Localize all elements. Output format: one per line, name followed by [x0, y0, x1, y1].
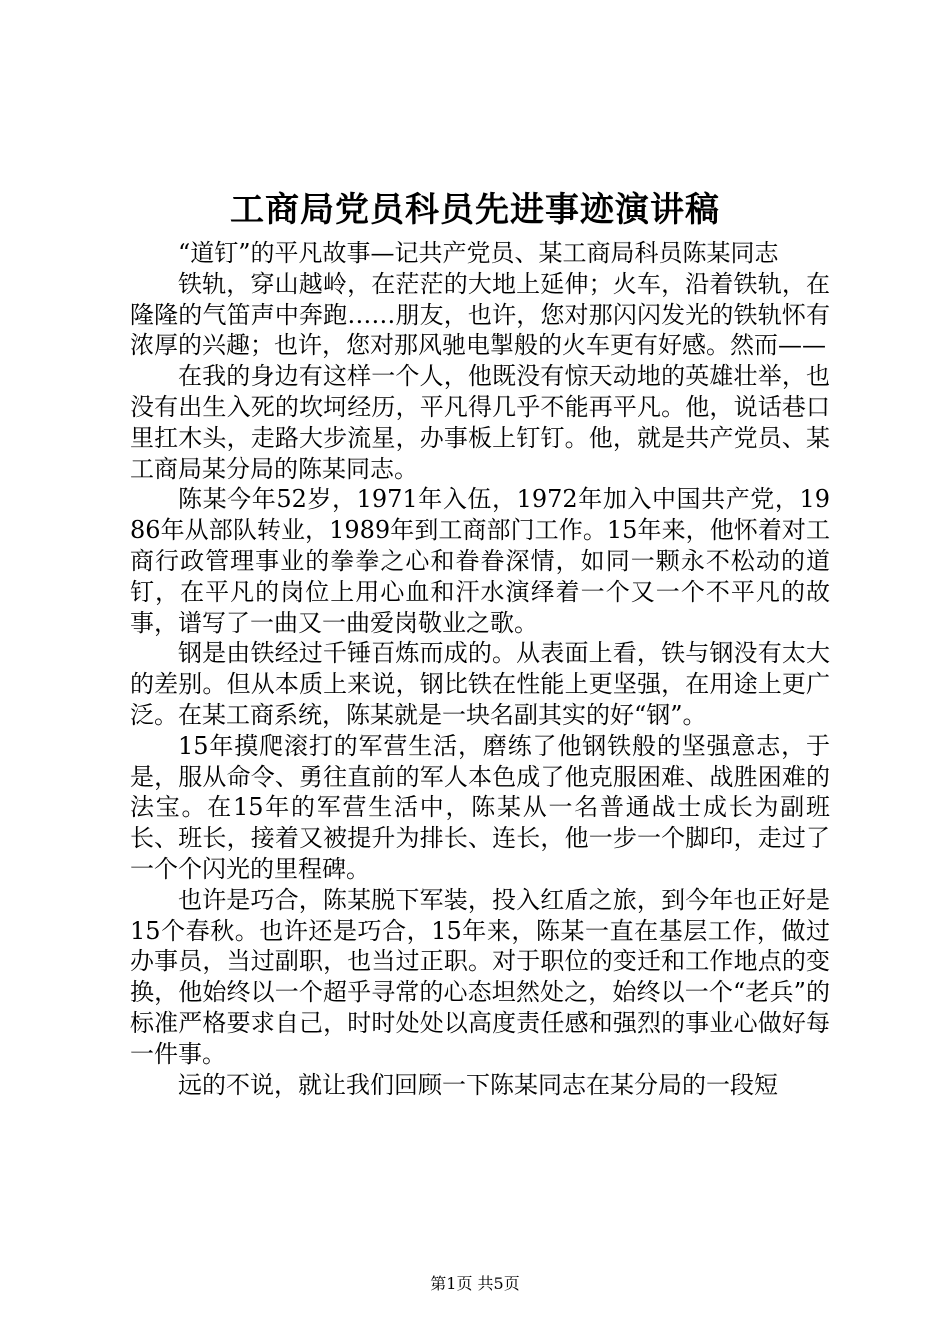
page-number-footer: 第1页 共5页 [430, 1274, 520, 1293]
paragraph-2: 在我的身边有这样一个人，他既没有惊天动地的英雄壮举，也没有出生入死的坎坷经历，平凡得几乎不能再平凡。他，说话巷口里扛木头，走路大步流星，办事板上钉钉。他，就是共产党员、某工商局某分局的陈某同志。 [130, 362, 830, 483]
paragraph-3: 陈某今年52岁，1971年入伍，1972年加入中国共产党，1986年从部队转业，1989年到工商部门工作。15年来，他怀着对工商行政管理事业的拳拳之心和眷眷深情，如同一颗永不松动的道钉，在平凡的岗位上用心血和汗水演绎着一个又一个不平凡的故事，谱写了一曲又一曲爱岗敬业之歌。 [130, 485, 830, 637]
document-body [130, 238, 830, 1100]
paragraph-1: 铁轨，穿山越岭，在茫茫的大地上延伸；火车，沿着铁轨，在隆隆的气笛声中奔跑……朋友，也许，您对那闪闪发光的铁轨怀有浓厚的兴趣；也许，您对那风驰电掣般的火车更有好感。然而—— [130, 269, 830, 360]
paragraph-subtitle: “道钉”的平凡故事—记共产党员、某工商局科员陈某同志 [178, 239, 779, 267]
paragraph-7: 远的不说，就让我们回顾一下陈某同志在某分局的一段短 [178, 1070, 778, 1099]
paragraph-5: 15年摸爬滚打的军营生活，磨练了他钢铁般的坚强意志，于是，服从命令、勇往直前的军人本色成了他克服困难、战胜困难的法宝。在15年的军营生活中，陈某从一名普通战士成长为副班长、班长，接着又被提升为排长、连长，他一步一个脚印，走过了一个个闪光的里程碑。 [130, 731, 830, 883]
paragraph-4: 钢是由铁经过千锤百炼而成的。从表面上看，铁与钢没有太大的差别。但从本质上来说，钢比铁在性能上更坚强，在用途上更广泛。在某工商系统，陈某就是一块名副其实的好“钢”。 [130, 639, 830, 729]
document-title: 工商局党员科员先进事迹演讲稿 [230, 190, 720, 230]
paragraph-6: 也许是巧合，陈某脱下军装，投入红盾之旅，到今年也正好是15个春秋。也许还是巧合，15年来，陈某一直在基层工作，做过办事员，当过副职，也当过正职。对于职位的变迁和工作地点的变换，他始终以一个超乎寻常的心态坦然处之，始终以一个“老兵”的标准严格要求自己，时时处处以高度责任感和强烈的事业心做好每一件事。 [130, 885, 830, 1068]
